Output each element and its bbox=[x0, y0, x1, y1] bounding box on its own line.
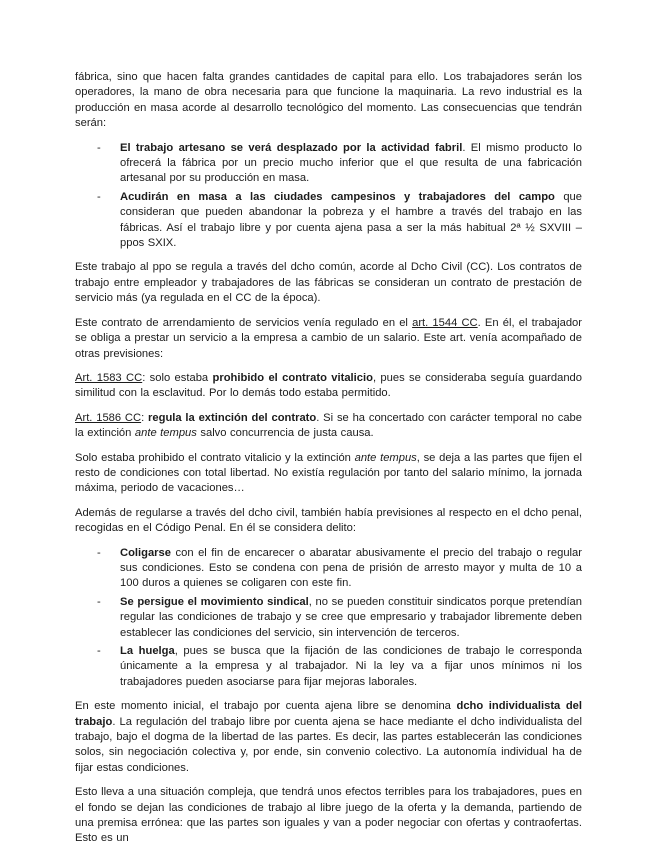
text-run: Art. 1583 CC bbox=[75, 371, 143, 384]
paragraph bbox=[75, 371, 582, 402]
text-run: : solo estaba bbox=[142, 371, 213, 384]
text-run: Art. 1586 CC bbox=[75, 411, 142, 424]
bullet-item bbox=[75, 546, 582, 592]
bullet-text bbox=[120, 546, 582, 592]
bullet-list bbox=[75, 141, 582, 252]
text-run: : bbox=[141, 411, 149, 424]
text-run: ante tempus bbox=[134, 427, 197, 440]
paragraph bbox=[75, 411, 582, 442]
bullet-marker: - bbox=[97, 141, 101, 154]
text-run: . El mismo producto lo ofrecerá la fábrica por un precio mucho inferior que el que resulta de una fabricación artesanal por su producción en masa. bbox=[120, 141, 583, 185]
text-run: Coligarse bbox=[120, 546, 171, 559]
bullet-item bbox=[75, 644, 582, 690]
text-run: Esto lleva a una situación compleja, que tendrá unos efectos terribles para los trabajadores, pues en el fondo se dejan las condiciones de trabajo al libre juego de la oferta y la demanda, partiendo de una premisa errónea: que las partes son iguales y van a poder negociar con ofertas y contraofertas. Esto es un bbox=[75, 786, 582, 845]
text-run: La huelga bbox=[120, 645, 175, 657]
bullet-text bbox=[120, 190, 582, 252]
text-run: , pues se busca que la fijación de las condiciones de trabajo le corresponda únicamente a la empresa y al trabajador. Ni la ley va a fijar unos mínimos ni los trabajadores pueden asociarse para fijar mejoras laborales. bbox=[120, 645, 582, 688]
paragraph bbox=[75, 316, 582, 362]
text-run: Acudirán en masa a las ciudades campesinos y trabajadores del campo bbox=[120, 190, 555, 203]
text-run: . En él, el trabajador se obliga a prestar un servicio a la empresa a cambio de un salario. Este art. venía acompañado de otras previsiones: bbox=[75, 316, 582, 360]
text-run: , no se pueden constituir sindicatos porque pretendían regular las condiciones de trabajo y se cree que empresario y trabajador libremente deben establecer las condiciones del servicio, sin intervención de terceros. bbox=[120, 595, 582, 639]
text-run: con el fin de encarecer o abaratar abusivamente el precio del trabajo o regular sus condiciones. Esto se condena con pena de prisión de arresto mayor y multa de 10 a 100 duros a quienes se coligaren con este fin. bbox=[120, 546, 582, 590]
paragraph bbox=[75, 506, 582, 537]
text-run: . Si se ha concertado con carácter temporal no cabe la extinción bbox=[75, 411, 582, 440]
bullet-text bbox=[120, 644, 582, 690]
bullet-text bbox=[120, 141, 582, 187]
paragraph bbox=[75, 785, 582, 847]
text-run: Además de regularse a través del dcho civil, también había previsiones al respecto en el dcho penal, recogidas en el Código Penal. En él se considera delito: bbox=[75, 506, 582, 535]
bullet-item bbox=[75, 190, 582, 252]
text-run: dcho individualista del trabajo bbox=[75, 700, 582, 728]
bullet-list bbox=[75, 546, 582, 691]
text-run: , pues se consideraba seguía guardando similitud con la esclavitud. Por lo demás todo estaba permitido. bbox=[75, 371, 582, 400]
bullet-text bbox=[120, 595, 582, 641]
paragraph bbox=[75, 451, 582, 497]
text-run: , se deja a las partes que fijen el resto de condiciones con total libertad. No existía regulación por tanto del salario mínimo, la jornada máxima, periodo de vacaciones… bbox=[75, 451, 582, 495]
bullet-marker: - bbox=[97, 595, 101, 608]
text-run: Se persigue el movimiento sindical bbox=[120, 595, 309, 608]
text-run: prohibido el contrato vitalicio bbox=[212, 371, 373, 384]
text-run: En este momento inicial, el trabajo por cuenta ajena libre se denomina bbox=[75, 700, 457, 713]
paragraph bbox=[75, 70, 582, 132]
document-content bbox=[75, 70, 582, 848]
bullet-item bbox=[75, 595, 582, 641]
text-run: regula la extinción del contrato bbox=[148, 411, 317, 424]
text-run: El trabajo artesano se verá desplazado por la actividad fabril bbox=[120, 141, 463, 154]
text-run: . La regulación del trabajo libre por cuenta ajena se hace mediante el dcho individualista del trabajo, bajo el dogma de la libertad de las partes. Es decir, las partes establecerán las condiciones solos, sin negociación colectiva y, por ende, sin convenio colectivo. La autonomía individual ha de fijar estas condiciones. bbox=[75, 715, 582, 774]
text-run: que consideran que pueden abandonar la pobreza y el hambre a través del trabajo en las fábricas. Así el trabajo libre y por cuenta ajena pasa a ser la más habitual 2ª ½ SXVIII – ppos SXIX. bbox=[120, 190, 582, 250]
text-run: Este contrato de arrendamiento de servicios venía regulado en el bbox=[75, 316, 413, 329]
bullet-marker: - bbox=[97, 190, 101, 203]
paragraph bbox=[75, 699, 582, 776]
bullet-item bbox=[75, 141, 582, 187]
text-run: ante tempus bbox=[354, 451, 417, 464]
text-run: salvo concurrencia de justa causa. bbox=[196, 427, 374, 440]
text-run: Solo estaba prohibido el contrato vitalicio y la extinción bbox=[75, 451, 355, 464]
text-run: fábrica, sino que hacen falta grandes cantidades de capital para ello. Los trabajadores serán los operadores, la mano de obra necesaria para que funcione la maquinaria. La revo industrial es la producción en masa acorde al desarrollo tecnológico del momento. Las consecuencias que tendrán serán: bbox=[75, 71, 582, 130]
bullet-marker: - bbox=[97, 546, 101, 559]
text-run: Este trabajo al ppo se regula a través del dcho común, acorde al Dcho Civil (CC). Los contratos de trabajo entre empleador y trabajadores de las fábricas se consideran un contrato de prestación de servicio más (ya regulada en el CC de la época). bbox=[75, 261, 582, 305]
bullet-marker: - bbox=[97, 645, 101, 657]
text-run: art. 1544 CC bbox=[412, 316, 478, 329]
paragraph bbox=[75, 260, 582, 306]
